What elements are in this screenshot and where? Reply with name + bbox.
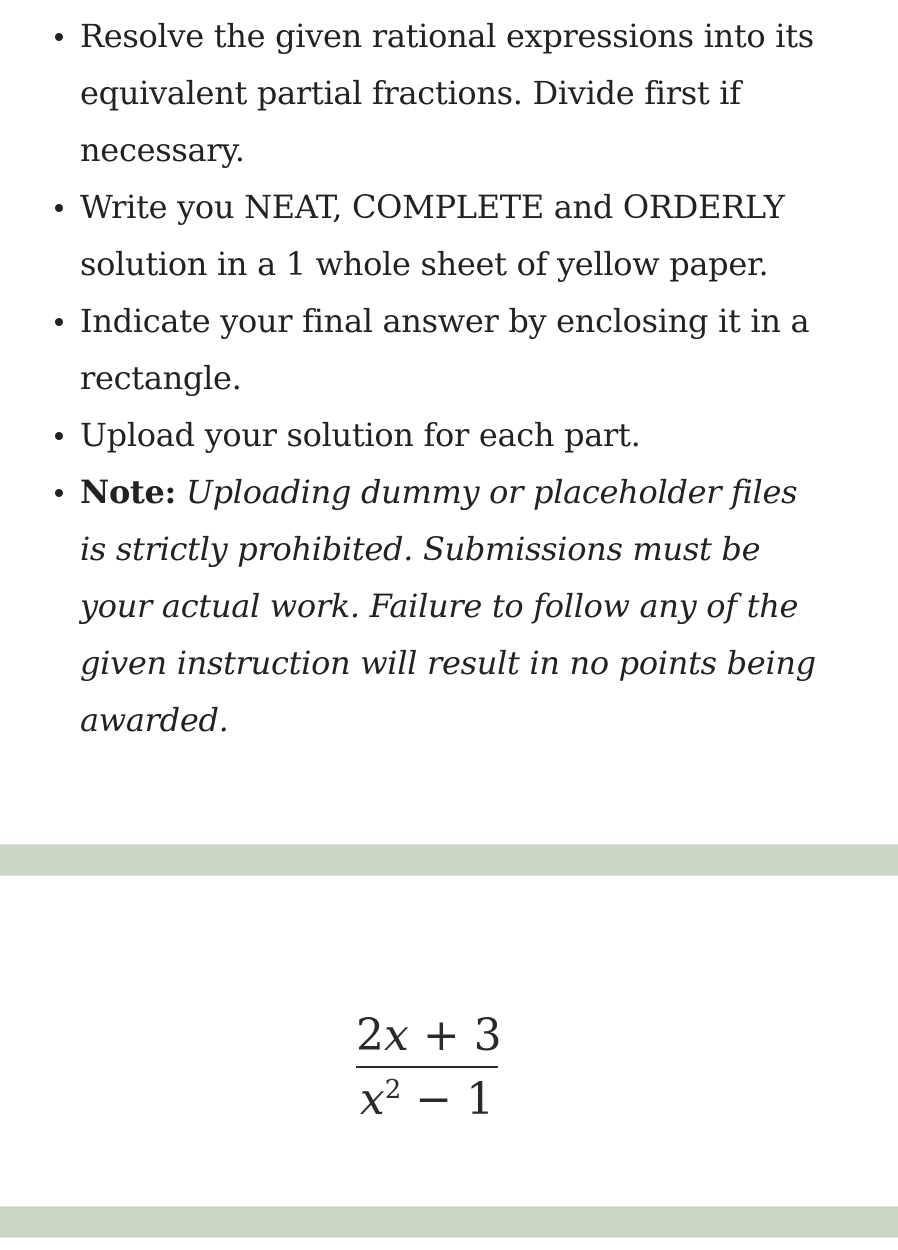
numerator-variable: x [384,1010,409,1061]
numerator [356,1008,502,1064]
instruction-item [80,179,898,293]
fraction-bar [356,1066,498,1068]
note-text: Uploading dummy or placeholder files is strictly prohibited. Submissions must be your actual work. Failure to follow any of the given instruction will result in no points being awarded. [80,473,816,739]
instruction-text: Indicate your final answer by enclosing it in a rectangle. [80,302,810,397]
denominator-exponent: 2 [384,1075,402,1105]
instruction-text: Write you NEAT, COMPLETE and ORDERLY solution in a 1 whole sheet of yellow paper. [80,188,785,283]
rational-expression [356,1008,502,1128]
instruction-item [80,8,898,179]
instruction-item [80,293,898,407]
note-item [80,464,898,749]
instruction-item [80,407,898,464]
numerator-coefficient: 2 [356,1010,384,1061]
denominator-constant: 1 [466,1074,495,1125]
numerator-constant: 3 [473,1010,502,1061]
numerator-operator: + [408,1010,474,1061]
instructions-list [0,8,898,749]
instruction-text: Upload your solution for each part. [80,416,641,454]
denominator-variable: x [359,1074,385,1125]
denominator [356,1072,498,1128]
section-divider-top [0,844,898,876]
denominator-operator: − [401,1074,467,1125]
section-divider-bottom [0,1206,898,1238]
instruction-text: Resolve the given rational expressions into its equivalent partial fractions. Divide first if necessary. [80,17,814,169]
note-label: Note: [80,473,177,511]
